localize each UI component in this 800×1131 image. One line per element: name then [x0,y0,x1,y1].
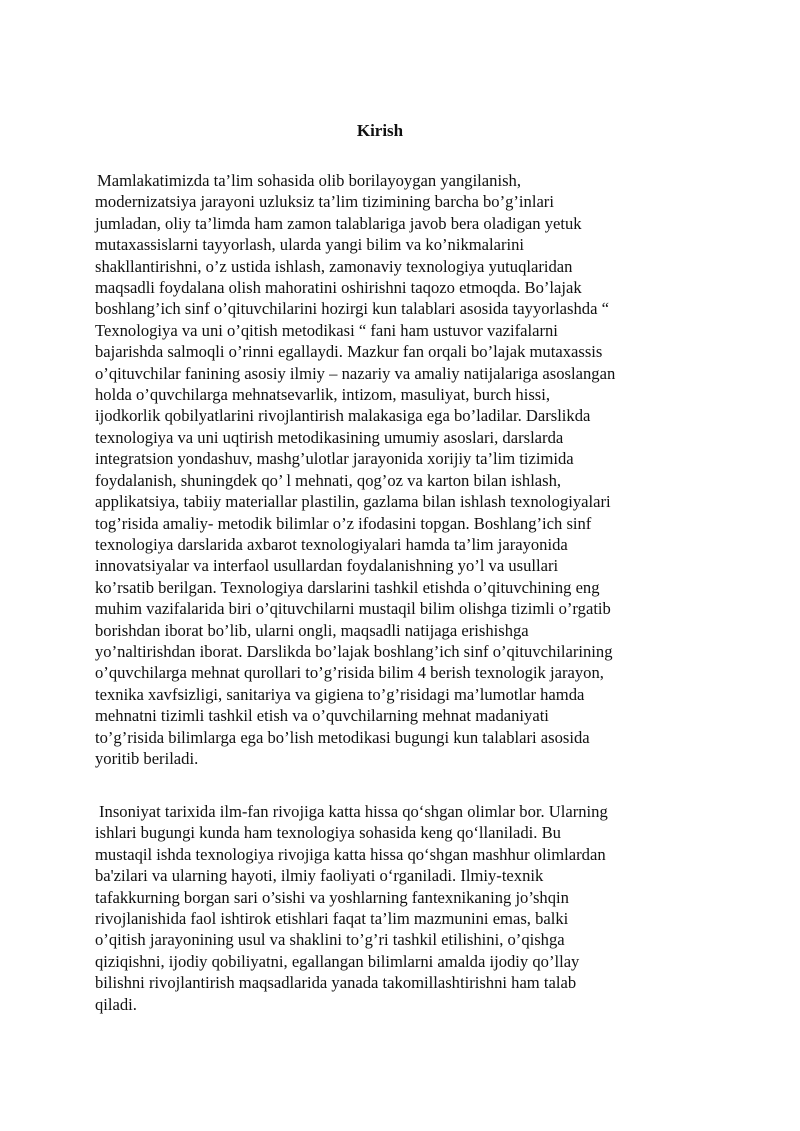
paragraph-scientists [95,801,715,1015]
paragraph-intro [95,170,715,769]
text-line: Texnologiya va uni o’qitish metodikasi “ fani ham ustuvor vazifalarni [95,320,558,340]
text-line: tog’risida amaliy- metodik bilimlar o’z ifodasini topgan. Boshlang’ich sinf [95,513,592,533]
text-line: holda o’quvchilarga mehnatsevarlik, intizom, masuliyat, burch hissi, [95,385,550,405]
text-line: o’qituvchilar fanining asosiy ilmiy – nazariy va amaliy natijalariga asoslangan [95,363,616,383]
text-line: boshlang’ich sinf o’qituvchilarini hozirgi kun talablari asosida tayyorlashda “ [95,299,609,319]
text-line: o’quvchilarga mehnat qurollari to’g’risida bilim 4 berish texnologik jarayon, [95,663,604,683]
text-line: applikatsiya, tabiiy materiallar plastilin, gazlama bilan ishlash texnologiyalari [95,492,611,512]
text-line: Insoniyat tarixida ilm-fan rivojiga katta hissa qo‘shgan olimlar bor. Ularning [99,802,608,821]
text-line: shakllantirishni, o’z ustida ishlash, zamonaviy texnologiya yutuqlaridan [95,256,573,276]
text-line: mutaxassislarni tayyorlash, ularda yangi bilim va ko’nikmalarini [95,235,525,255]
text-line: innovatsiyalar va interfaol usullardan foydalanishning yo’l va usullari [95,556,559,576]
text-line: yoritib beriladi. [95,748,199,768]
text-line: jumladan, oliy ta’limda ham zamon talablariga javob bera oladigan yetuk [95,213,582,233]
text-line: texnologiya va uni uqtirish metodikasining umumiy asoslari, darslarda [95,427,564,447]
text-line: ijodkorlik qobilyatlarini rivojlantirish malakasiga ega bo’ladilar. Darslikda [95,406,591,426]
text-line: foydalanish, shuningdek qo’ l mehnati, qog’oz va karton bilan ishlash, [95,470,562,490]
text-line: to’g’risida bilimlarga ega bo’lish metodikasi bugungi kun talablari asosida [95,727,590,747]
text-line: qiziqishni, ijodiy qobiliyatni, egallangan bilimlarni amalda ijodiy qo’llay [95,951,580,971]
text-line: mehnatni tizimli tashkil etish va o’quvchilarning mehnat madaniyati [95,706,549,726]
text-line: tafakkurning borgan sari o’sishi va yoshlarning fantexnikaning jo’shqin [95,887,569,907]
text-line: bilishni rivojlantirish maqsadlarida yanada takomillashtirishni ham talab [95,973,577,993]
text-line: integratsion yondashuv, mashg’ulotlar jarayonida xorijiy ta’lim tizimida [95,449,574,469]
text-line: rivojlanishida faol ishtirok etishlari faqat ta’lim mazmunini emas, balki [95,909,569,929]
text-line: Mamlakatimizda ta’lim sohasida olib borilayoygan yangilanish, [97,171,521,190]
text-line: texnika xavfsizligi, sanitariya va gigiena to’g’risidagi ma’lumotlar hamda [95,684,585,704]
text-line: yo’naltirishdan iborat. Darslikda bo’lajak boshlang’ich sinf o’qituvchilarining [95,641,613,661]
text-line: muhim vazifalarida biri o’qituvchilarni mustaqil bilim olishga tizimli o’rgatib [95,599,611,619]
text-line: qiladi. [95,994,137,1014]
text-line: borishdan iborat bo’lib, ularni ongli, maqsadli natijaga erishishga [95,620,529,640]
page-title: Kirish [356,121,404,140]
text-line: ko’rsatib berilgan. Texnologiya darslarini tashkil etishda o’qituvchining eng [95,577,600,597]
text-line: texnologiya darslarida axbarot texnologiyalari hamda ta’lim jarayonida [95,534,568,554]
text-line: mustaqil ishda texnologiya rivojiga katta hissa qo‘shgan mashhur olimlardan [95,844,606,864]
text-line: maqsadli foydalana olish mahoratini oshirishni taqozo etmoqda. Bo’lajak [95,278,582,298]
text-line: ba'zilari va ularning hayoti, ilmiy faoliyati o‘rganiladi. Ilmiy-texnik [95,866,544,886]
text-line: o’qitish jarayonining usul va shaklini to’g’ri tashkil etilishini, o’qishga [95,930,565,950]
text-line: bajarishda salmoqli o’rinni egallaydi. Mazkur fan orqali bo’lajak mutaxassis [95,342,603,362]
text-line: modernizatsiya jarayoni uzluksiz ta’lim tizimining barcha bo’g’inlari [95,192,554,212]
text-line: ishlari bugungi kunda ham texnologiya sohasida keng qo‘llaniladi. Bu [95,823,561,843]
